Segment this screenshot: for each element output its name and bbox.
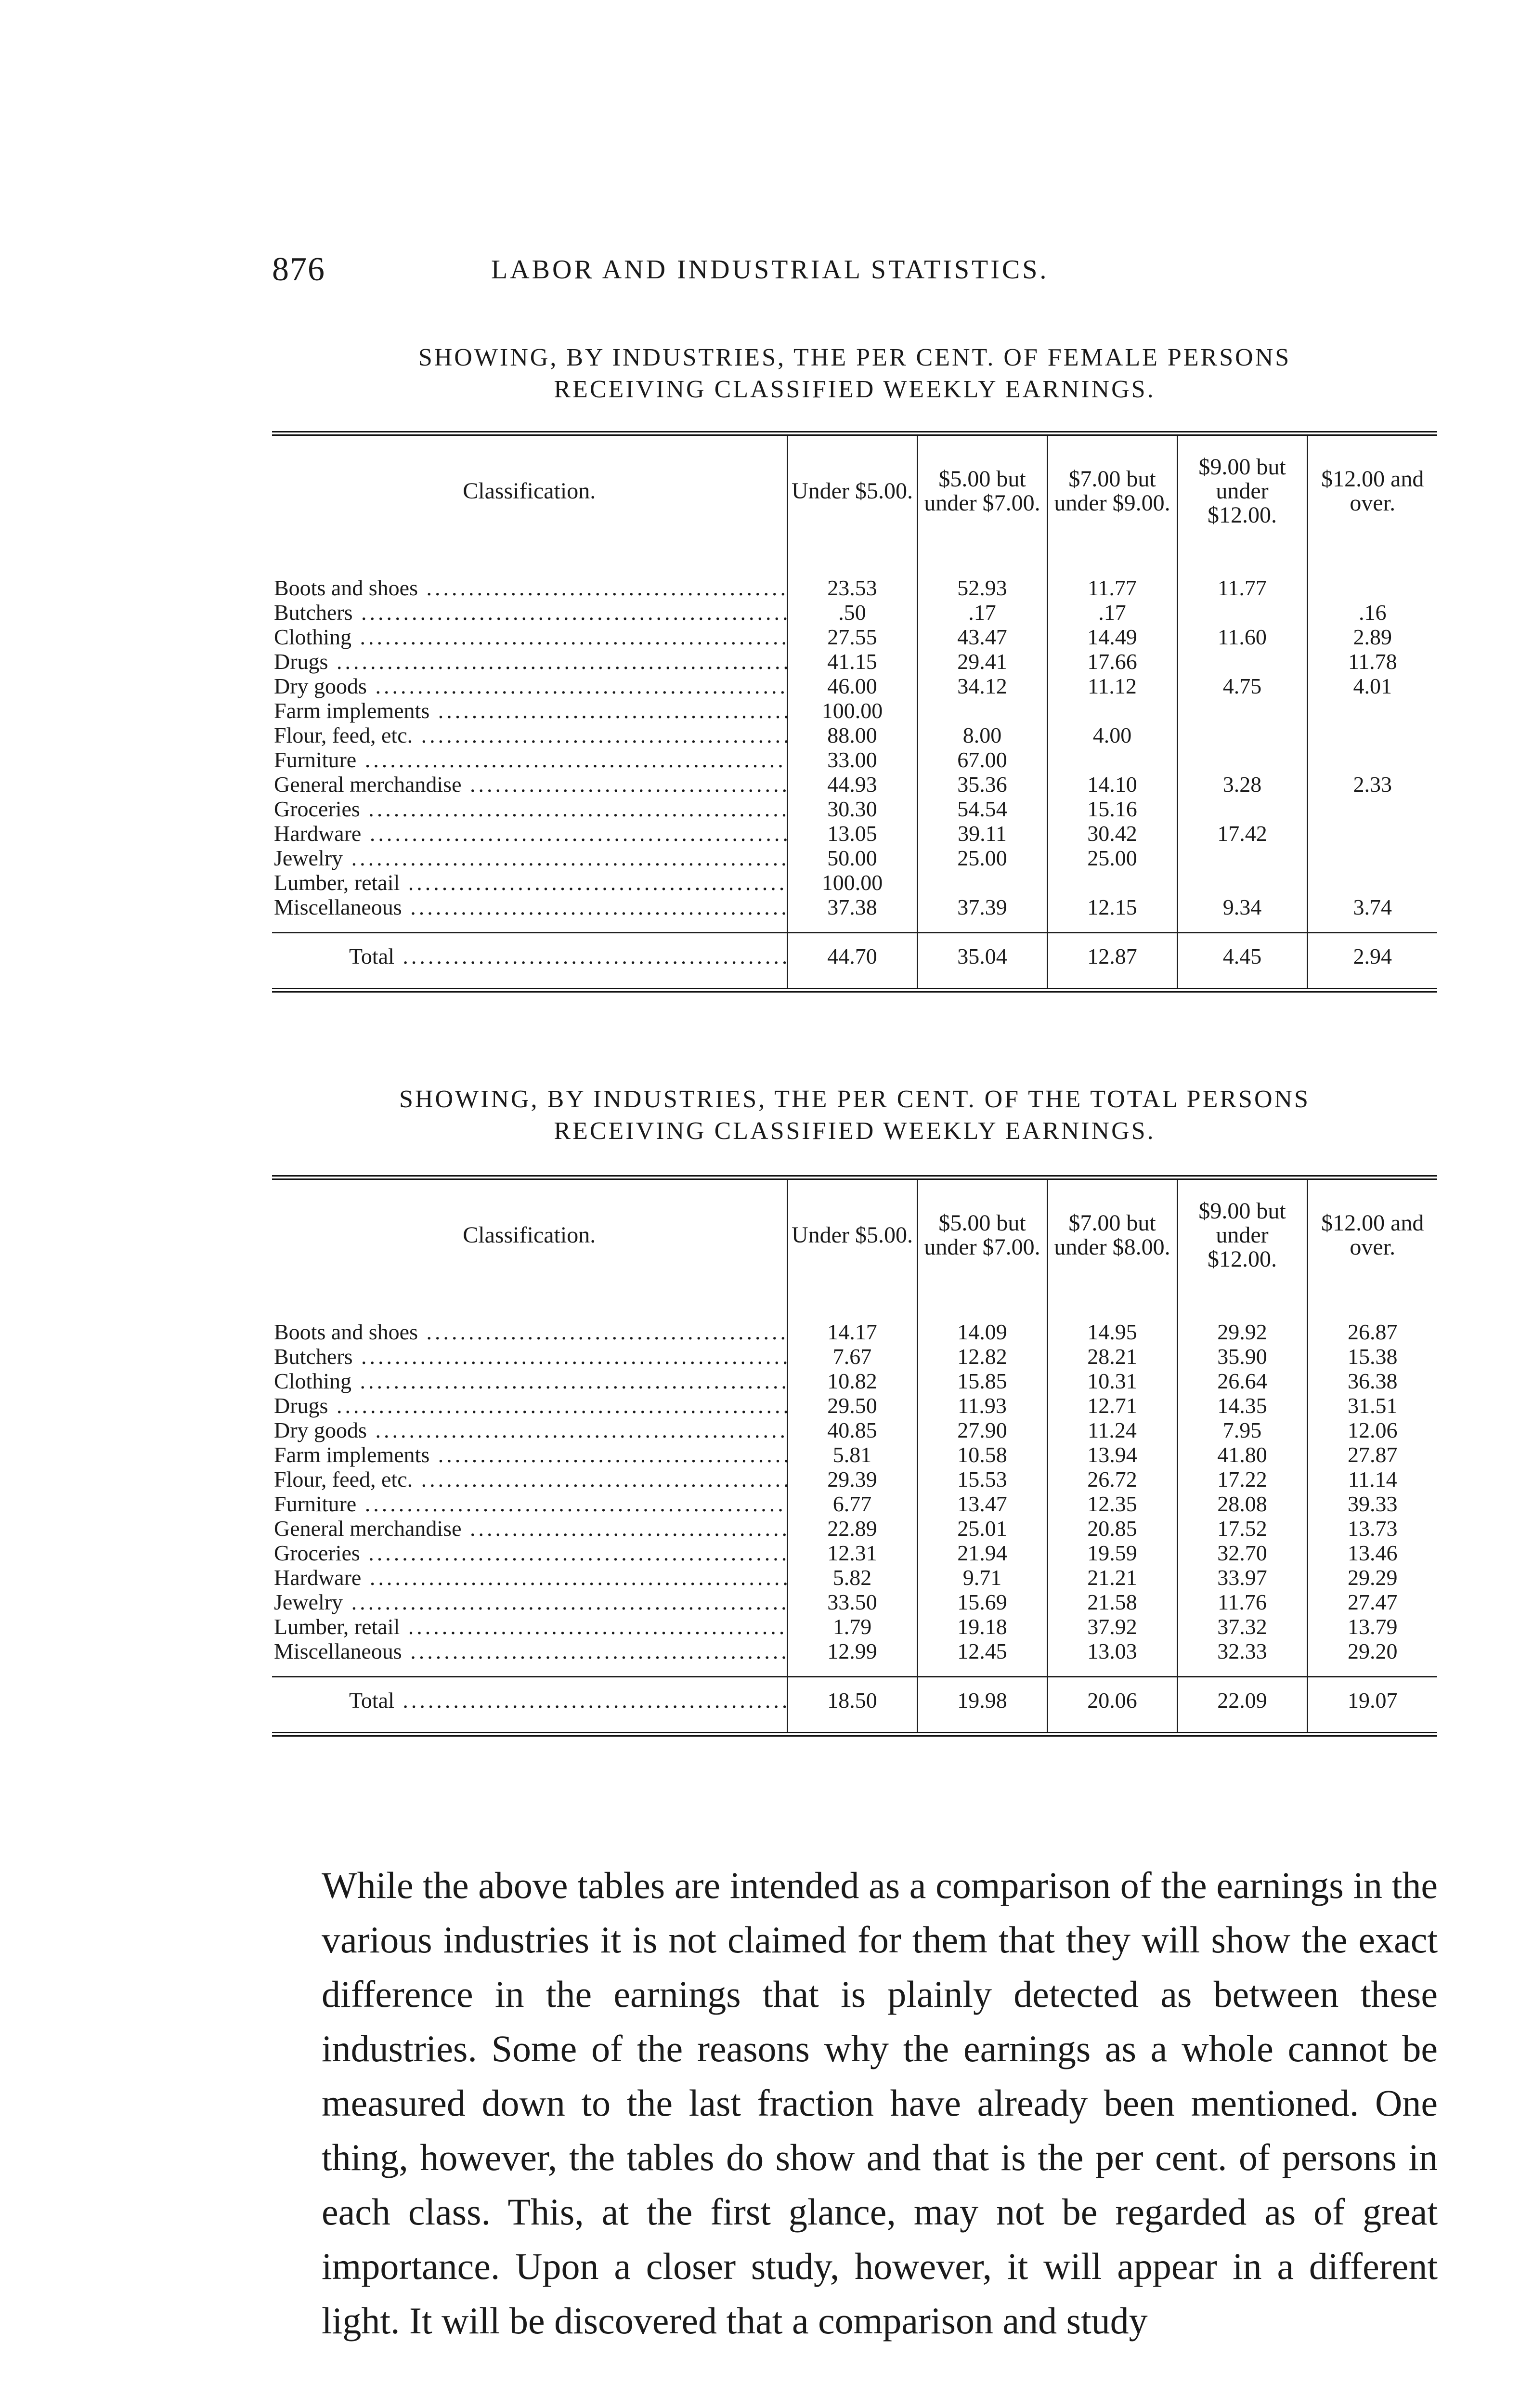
column-header: Under $5.00. xyxy=(787,433,917,556)
total-value: 4.45 xyxy=(1177,933,1307,991)
total-value: 22.09 xyxy=(1177,1677,1307,1735)
cell-value: 3.28 xyxy=(1177,772,1307,797)
table-row xyxy=(272,1344,1437,1369)
cell-value: 28.08 xyxy=(1177,1492,1307,1516)
column-header: $12.00 and over. xyxy=(1307,433,1437,556)
row-label: Dry goods ..... xyxy=(272,674,787,698)
total-label: Total ..... xyxy=(272,1677,787,1735)
total-row xyxy=(272,1677,1437,1735)
total-value: 2.94 xyxy=(1307,933,1437,991)
row-label: Groceries ..... xyxy=(272,1541,787,1565)
cell-value: 11.14 xyxy=(1307,1467,1437,1492)
row-label: Jewelry ..... xyxy=(272,1590,787,1614)
cell-value: 1.79 xyxy=(787,1614,917,1639)
cell-value: 10.31 xyxy=(1047,1369,1177,1393)
cell-value: .17 xyxy=(917,600,1047,625)
table-row xyxy=(272,1516,1437,1541)
caption-line: RECEIVING CLASSIFIED WEEKLY EARNINGS. xyxy=(554,1117,1156,1145)
cell-value: 14.10 xyxy=(1047,772,1177,797)
cell-value: 11.24 xyxy=(1047,1418,1177,1442)
table-row xyxy=(272,1369,1437,1393)
cell-value: .17 xyxy=(1047,600,1177,625)
table-row xyxy=(272,772,1437,797)
cell-value: 13.46 xyxy=(1307,1541,1437,1565)
cell-value: 2.89 xyxy=(1307,625,1437,649)
cell-value: 25.00 xyxy=(917,846,1047,870)
cell-value: 14.35 xyxy=(1177,1393,1307,1418)
cell-value: 21.21 xyxy=(1047,1565,1177,1590)
cell-value: 8.00 xyxy=(917,723,1047,747)
cell-value: 7.67 xyxy=(787,1344,917,1369)
cell-value xyxy=(1177,698,1307,723)
row-label: Clothing ..... xyxy=(272,625,787,649)
cell-value: 29.41 xyxy=(917,649,1047,674)
cell-value: 33.00 xyxy=(787,747,917,772)
cell-value: 37.38 xyxy=(787,895,917,933)
table-row xyxy=(272,674,1437,698)
caption-line: RECEIVING CLASSIFIED WEEKLY EARNINGS. xyxy=(554,376,1156,403)
table-row xyxy=(272,1300,1437,1344)
cell-value: 5.81 xyxy=(787,1442,917,1467)
cell-value: 11.93 xyxy=(917,1393,1047,1418)
table-row xyxy=(272,870,1437,895)
table-row xyxy=(272,1541,1437,1565)
cell-value: 17.52 xyxy=(1177,1516,1307,1541)
column-header-classification: Classification. xyxy=(463,1222,596,1248)
table-row xyxy=(272,649,1437,674)
cell-value: 29.50 xyxy=(787,1393,917,1418)
page-number: 876 xyxy=(272,251,325,288)
row-label: Furniture ..... xyxy=(272,1492,787,1516)
row-label: Dry goods ..... xyxy=(272,1418,787,1442)
row-label: Miscellaneous ..... xyxy=(272,895,787,933)
cell-value: 5.82 xyxy=(787,1565,917,1590)
cell-value: 44.93 xyxy=(787,772,917,797)
cell-value: 14.95 xyxy=(1047,1300,1177,1344)
cell-value: 36.38 xyxy=(1307,1369,1437,1393)
cell-value: 11.76 xyxy=(1177,1590,1307,1614)
cell-value: 15.85 xyxy=(917,1369,1047,1393)
cell-value: 12.45 xyxy=(917,1639,1047,1677)
cell-value: 28.21 xyxy=(1047,1344,1177,1369)
cell-value: 32.33 xyxy=(1177,1639,1307,1677)
row-label: General merchandise ..... xyxy=(272,1516,787,1541)
row-label: Hardware ..... xyxy=(272,1565,787,1590)
cell-value: 35.36 xyxy=(917,772,1047,797)
table-row xyxy=(272,1393,1437,1418)
cell-value: 26.72 xyxy=(1047,1467,1177,1492)
total-value: 20.06 xyxy=(1047,1677,1177,1735)
table-row xyxy=(272,1639,1437,1677)
cell-value: 17.42 xyxy=(1177,821,1307,846)
column-header: $9.00 but under $12.00. xyxy=(1177,433,1307,556)
cell-value: 25.00 xyxy=(1047,846,1177,870)
row-label: Boots and shoes ..... xyxy=(272,1300,787,1344)
cell-value: 39.33 xyxy=(1307,1492,1437,1516)
cell-value xyxy=(1307,747,1437,772)
cell-value: 2.33 xyxy=(1307,772,1437,797)
cell-value: 15.69 xyxy=(917,1590,1047,1614)
table-row xyxy=(272,1614,1437,1639)
cell-value: 100.00 xyxy=(787,870,917,895)
cell-value xyxy=(1177,747,1307,772)
cell-value: 20.85 xyxy=(1047,1516,1177,1541)
cell-value: 11.77 xyxy=(1047,556,1177,600)
cell-value: .50 xyxy=(787,600,917,625)
table-row xyxy=(272,846,1437,870)
table-row xyxy=(272,747,1437,772)
cell-value: 37.92 xyxy=(1047,1614,1177,1639)
cell-value xyxy=(1177,723,1307,747)
cell-value: 19.59 xyxy=(1047,1541,1177,1565)
row-label: Lumber, retail ..... xyxy=(272,870,787,895)
cell-value: 12.82 xyxy=(917,1344,1047,1369)
cell-value: 13.73 xyxy=(1307,1516,1437,1541)
total-earnings-table xyxy=(272,1175,1437,1737)
cell-value: 17.66 xyxy=(1047,649,1177,674)
cell-value: 12.15 xyxy=(1047,895,1177,933)
row-label: Lumber, retail ..... xyxy=(272,1614,787,1639)
cell-value: 11.78 xyxy=(1307,649,1437,674)
cell-value: 4.01 xyxy=(1307,674,1437,698)
column-header: Under $5.00. xyxy=(787,1178,917,1300)
cell-value: 10.58 xyxy=(917,1442,1047,1467)
cell-value: 12.71 xyxy=(1047,1393,1177,1418)
body-paragraph: While the above tables are intended as a comparison of the earnings in the various industries it is not claimed for them that they will show the exact difference in the earnings that is plainly detected as between these industries. Some of the reasons why the earnings as a whole cannot be measured down to the last fraction have already been mentioned. One thing, however, the tables do show and that is the per cent. of persons in each class. This, at the first glance, may not be regarded as of great importance. Upon a closer study, however, it will appear in a different light. It will be discovered that a comparison and study xyxy=(322,1864,1438,2342)
column-header: $7.00 but under $8.00. xyxy=(1047,1178,1177,1300)
total-value: 19.98 xyxy=(917,1677,1047,1735)
row-label: Butchers ..... xyxy=(272,600,787,625)
cell-value: 43.47 xyxy=(917,625,1047,649)
cell-value: 33.50 xyxy=(787,1590,917,1614)
cell-value: 34.12 xyxy=(917,674,1047,698)
cell-value: 14.09 xyxy=(917,1300,1047,1344)
cell-value: 88.00 xyxy=(787,723,917,747)
cell-value: 13.47 xyxy=(917,1492,1047,1516)
cell-value: 33.97 xyxy=(1177,1565,1307,1590)
cell-value: 29.92 xyxy=(1177,1300,1307,1344)
caption-line: SHOWING, BY INDUSTRIES, THE PER CENT. OF THE TOTAL PERSONS xyxy=(399,1086,1310,1113)
cell-value: 21.58 xyxy=(1047,1590,1177,1614)
table-row xyxy=(272,821,1437,846)
cell-value: .16 xyxy=(1307,600,1437,625)
cell-value: 100.00 xyxy=(787,698,917,723)
row-label: Butchers ..... xyxy=(272,1344,787,1369)
table-row xyxy=(272,625,1437,649)
female-earnings-table xyxy=(272,431,1437,993)
total-value: 35.04 xyxy=(917,933,1047,991)
cell-value: 11.77 xyxy=(1177,556,1307,600)
cell-value: 11.60 xyxy=(1177,625,1307,649)
column-header-classification: Classification. xyxy=(463,478,596,504)
cell-value: 29.29 xyxy=(1307,1565,1437,1590)
running-head: LABOR AND INDUSTRIAL STATISTICS. xyxy=(491,255,1049,285)
cell-value: 6.77 xyxy=(787,1492,917,1516)
cell-value xyxy=(1307,846,1437,870)
cell-value xyxy=(1047,747,1177,772)
cell-value xyxy=(1307,556,1437,600)
cell-value: 12.06 xyxy=(1307,1418,1437,1442)
column-header: $5.00 but under $7.00. xyxy=(917,1178,1047,1300)
cell-value: 27.55 xyxy=(787,625,917,649)
cell-value: 13.79 xyxy=(1307,1614,1437,1639)
row-label: Drugs ..... xyxy=(272,649,787,674)
total-value: 44.70 xyxy=(787,933,917,991)
row-label: Flour, feed, etc. ..... xyxy=(272,1467,787,1492)
cell-value: 26.64 xyxy=(1177,1369,1307,1393)
table-row xyxy=(272,556,1437,600)
cell-value: 50.00 xyxy=(787,846,917,870)
cell-value xyxy=(1307,723,1437,747)
cell-value: 9.34 xyxy=(1177,895,1307,933)
table-row xyxy=(272,1442,1437,1467)
total-label: Total ..... xyxy=(272,933,787,991)
cell-value xyxy=(1307,821,1437,846)
row-label: Drugs ..... xyxy=(272,1393,787,1418)
cell-value xyxy=(1177,870,1307,895)
page-header xyxy=(272,250,1447,289)
table-row xyxy=(272,600,1437,625)
cell-value: 12.31 xyxy=(787,1541,917,1565)
table-row xyxy=(272,1565,1437,1590)
cell-value: 15.38 xyxy=(1307,1344,1437,1369)
row-label: Flour, feed, etc. ..... xyxy=(272,723,787,747)
table-row xyxy=(272,698,1437,723)
row-label: Jewelry ..... xyxy=(272,846,787,870)
cell-value: 41.15 xyxy=(787,649,917,674)
row-label: Farm implements ..... xyxy=(272,1442,787,1467)
row-label: Hardware ..... xyxy=(272,821,787,846)
column-header: $5.00 but under $7.00. xyxy=(917,433,1047,556)
cell-value: 29.39 xyxy=(787,1467,917,1492)
cell-value: 35.90 xyxy=(1177,1344,1307,1369)
column-header: $9.00 but under $12.00. xyxy=(1177,1178,1307,1300)
cell-value: 19.18 xyxy=(917,1614,1047,1639)
cell-value: 37.32 xyxy=(1177,1614,1307,1639)
cell-value: 27.90 xyxy=(917,1418,1047,1442)
table-row xyxy=(272,1492,1437,1516)
column-header: $12.00 and over. xyxy=(1307,1178,1437,1300)
caption-line: SHOWING, BY INDUSTRIES, THE PER CENT. OF FEMALE PERSONS xyxy=(418,344,1291,371)
cell-value xyxy=(1307,870,1437,895)
cell-value xyxy=(1047,870,1177,895)
column-header: $7.00 but under $9.00. xyxy=(1047,433,1177,556)
cell-value: 25.01 xyxy=(917,1516,1047,1541)
cell-value: 13.05 xyxy=(787,821,917,846)
cell-value xyxy=(1047,698,1177,723)
table-row xyxy=(272,723,1437,747)
cell-value: 10.82 xyxy=(787,1369,917,1393)
cell-value: 54.54 xyxy=(917,797,1047,821)
header-row xyxy=(272,433,1437,556)
cell-value: 29.20 xyxy=(1307,1639,1437,1677)
cell-value: 37.39 xyxy=(917,895,1047,933)
cell-value: 27.47 xyxy=(1307,1590,1437,1614)
table-row xyxy=(272,797,1437,821)
cell-value xyxy=(1177,600,1307,625)
cell-value xyxy=(1307,698,1437,723)
cell-value xyxy=(1177,649,1307,674)
cell-value: 13.94 xyxy=(1047,1442,1177,1467)
total-value: 18.50 xyxy=(787,1677,917,1735)
row-label: Miscellaneous ..... xyxy=(272,1639,787,1677)
table-row xyxy=(272,1590,1437,1614)
cell-value xyxy=(1177,846,1307,870)
cell-value: 4.00 xyxy=(1047,723,1177,747)
cell-value: 4.75 xyxy=(1177,674,1307,698)
row-label: Clothing ..... xyxy=(272,1369,787,1393)
cell-value: 31.51 xyxy=(1307,1393,1437,1418)
table-row xyxy=(272,895,1437,933)
cell-value: 26.87 xyxy=(1307,1300,1437,1344)
cell-value: 67.00 xyxy=(917,747,1047,772)
cell-value: 23.53 xyxy=(787,556,917,600)
table-2-caption xyxy=(272,1084,1437,1147)
table-row xyxy=(272,1418,1437,1442)
cell-value xyxy=(1307,797,1437,821)
row-label: General merchandise ..... xyxy=(272,772,787,797)
cell-value xyxy=(917,870,1047,895)
cell-value: 39.11 xyxy=(917,821,1047,846)
cell-value: 21.94 xyxy=(917,1541,1047,1565)
cell-value: 17.22 xyxy=(1177,1467,1307,1492)
cell-value: 14.17 xyxy=(787,1300,917,1344)
cell-value: 22.89 xyxy=(787,1516,917,1541)
total-value: 19.07 xyxy=(1307,1677,1437,1735)
total-row xyxy=(272,933,1437,991)
cell-value: 15.16 xyxy=(1047,797,1177,821)
cell-value: 13.03 xyxy=(1047,1639,1177,1677)
cell-value: 32.70 xyxy=(1177,1541,1307,1565)
cell-value: 52.93 xyxy=(917,556,1047,600)
cell-value: 27.87 xyxy=(1307,1442,1437,1467)
cell-value: 12.99 xyxy=(787,1639,917,1677)
cell-value: 9.71 xyxy=(917,1565,1047,1590)
row-label: Boots and shoes ..... xyxy=(272,556,787,600)
cell-value xyxy=(917,698,1047,723)
cell-value: 7.95 xyxy=(1177,1418,1307,1442)
cell-value: 40.85 xyxy=(787,1418,917,1442)
cell-value: 41.80 xyxy=(1177,1442,1307,1467)
cell-value: 11.12 xyxy=(1047,674,1177,698)
table-1-caption xyxy=(272,342,1437,406)
row-label: Furniture ..... xyxy=(272,747,787,772)
header-row xyxy=(272,1178,1437,1300)
cell-value: 3.74 xyxy=(1307,895,1437,933)
total-value: 12.87 xyxy=(1047,933,1177,991)
cell-value: 46.00 xyxy=(787,674,917,698)
table-row xyxy=(272,1467,1437,1492)
row-label: Groceries ..... xyxy=(272,797,787,821)
cell-value: 30.42 xyxy=(1047,821,1177,846)
cell-value: 14.49 xyxy=(1047,625,1177,649)
cell-value: 12.35 xyxy=(1047,1492,1177,1516)
row-label: Farm implements ..... xyxy=(272,698,787,723)
cell-value: 15.53 xyxy=(917,1467,1047,1492)
cell-value xyxy=(1177,797,1307,821)
cell-value: 30.30 xyxy=(787,797,917,821)
